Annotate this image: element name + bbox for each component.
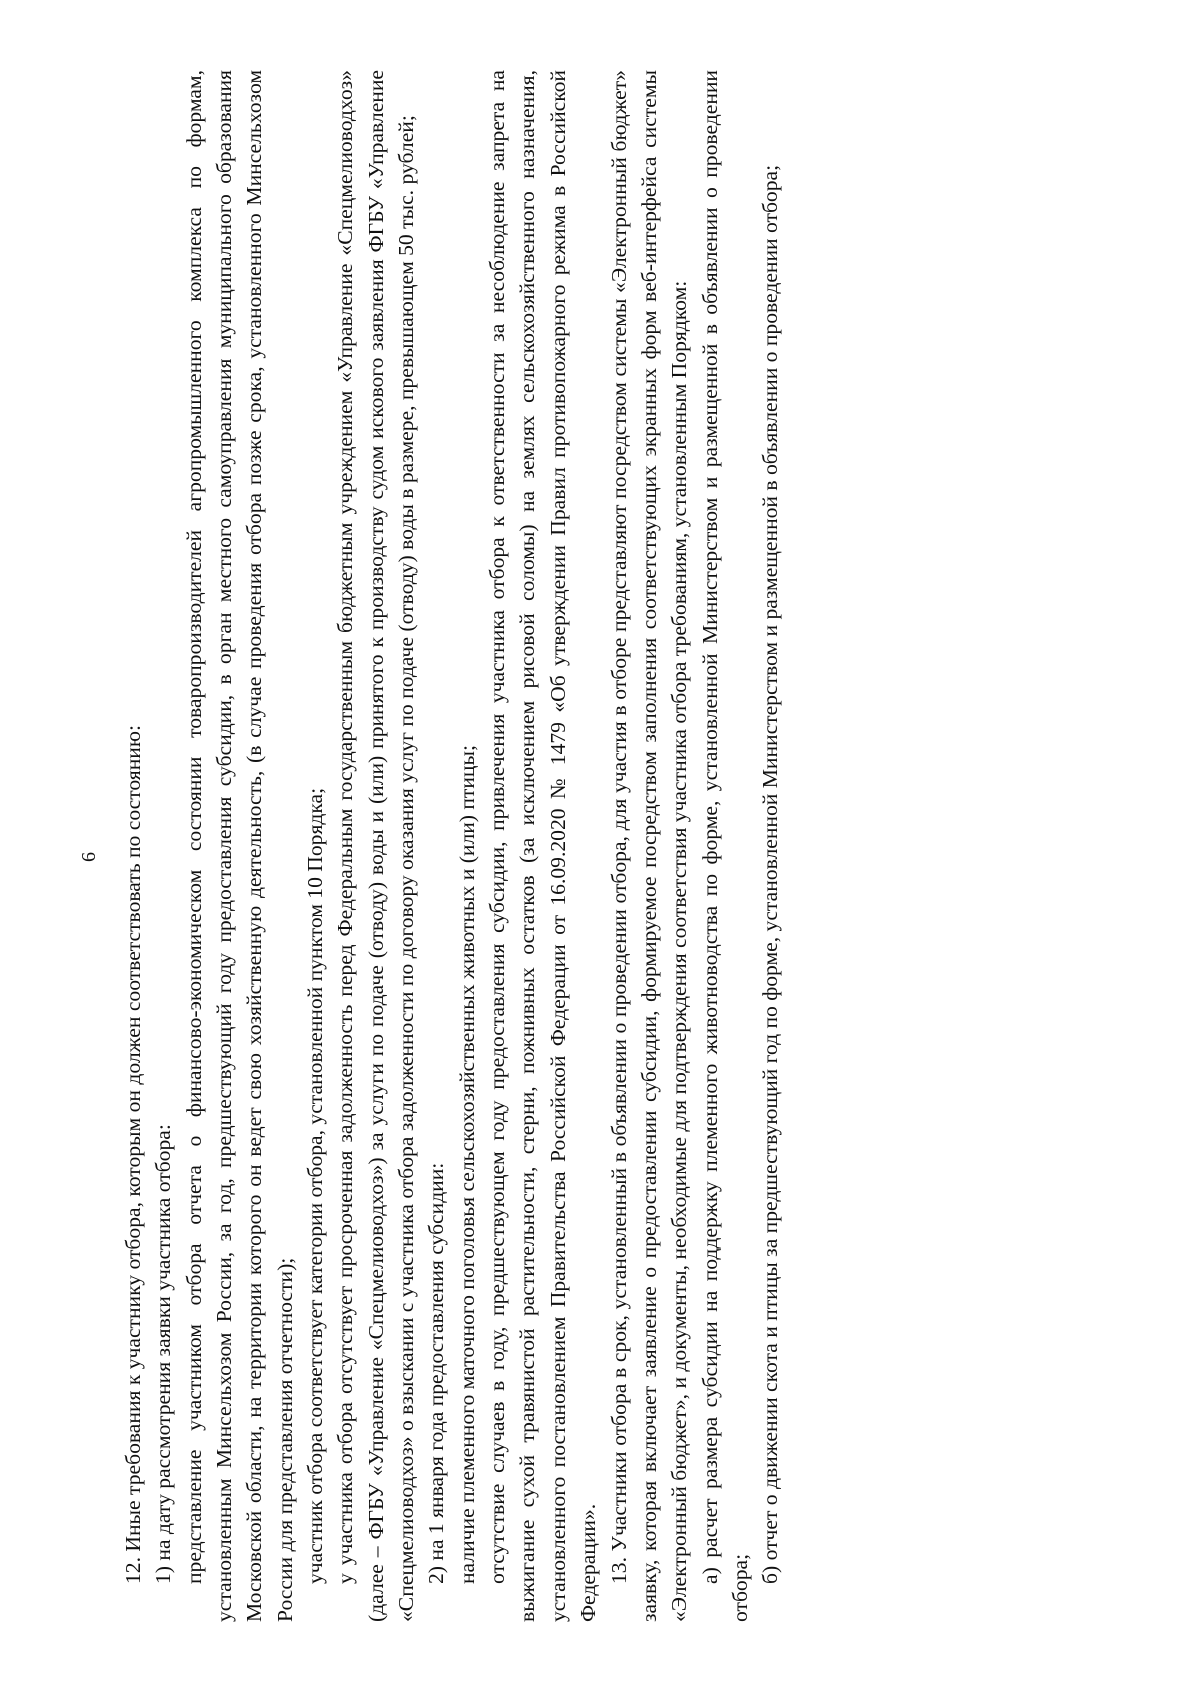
paragraph-13-b: б) отчет о движении скота и птицы за предшествующий год по форме, установленной Министерством и размещенной в объявлении о проведении отбора;: [758, 164, 783, 1584]
document-body: [118, 70, 786, 1622]
paragraph-12-2: 2) на 1 января года предоставления субсидии:: [424, 1162, 449, 1584]
paragraph-12-heading: 12. Иные требования к участнику отбора, которым он должен соответствовать по состоянию:: [121, 725, 145, 1584]
paragraph-report: представление участником отбора отчета о финансово-экономическом состоянии товаропроизводителей агропромышленного комплекса по формам, установленным Минсельхозом России, за год, предшествующий году предоставления субсидии, в орган местного самоуправления муниципального образования Московской области, на территории которого он ведет свою хозяйственную деятельность, (в случае проведения отбора позже срока, установленного Минсельхозом России для представления отчетности);: [181, 70, 297, 1622]
paragraph-13: 13. Участники отбора в срок, установленный в объявлении о проведении отбора, для участия в отборе представляют посредством системы «Электронный бюджет» заявку, которая включает заявление о предоставлении субсидии, формируемое посредством заполнения соответствующих экранных форм веб-интерфейса системы «Электронный бюджет», и документы, необходимые для подтверждения соответствия участника отбора требованиям, установленным Порядком:: [606, 70, 692, 1622]
paragraph-12-1: 1) на дату рассмотрения заявки участника отбора:: [151, 1124, 176, 1584]
paragraph-fire-ban: отсутствие случаев в году, предшествующем году предоставления субсидии, привлечения участника отбора к ответственности за несоблюдение запрета на выжигание сухой травянистой растительности, стерни, пожнивных остатков (за исключением рисовой соломы) на землях сельскохозяйственного назначения, установленного постановлением Правительства Российской Федерации от 16.09.2020 № 1479 «Об утверждении Правил противопожарного режима в Российской Федерации».: [485, 70, 601, 1622]
paragraph-livestock: наличие племенного маточного поголовья сельскохозяйственных животных и (или) птицы;: [454, 745, 479, 1584]
page-number: 6: [78, 852, 100, 862]
paragraph-category: участник отбора соответствует категории отбора, установленной пунктом 10 Порядка;: [303, 787, 328, 1584]
paragraph-13-a: а) расчет размера субсидии на поддержку племенного животноводства по форме, установленной Министерством и размещенной в объявлении о проведении отбора;: [697, 70, 752, 1622]
paragraph-debt: у участника отбора отсутствует просроченная задолженность перед Федеральным государственным бюджетным учреждением «Управление «Спецмелиоводхоз» (далее – ФГБУ «Управление «Спецмелиоводхоз») за услуги по подаче (отводу) воды и (или) принятого к производству судом искового заявления ФГБУ «Управление «Спецмелиоводхоз» о взыскании с участника отбора задолженности по договору оказания услуг по подаче (отводу) воды в размере, превышающем 50 тыс. рублей;: [333, 70, 419, 1622]
rotated-page: [78, 62, 1078, 1622]
